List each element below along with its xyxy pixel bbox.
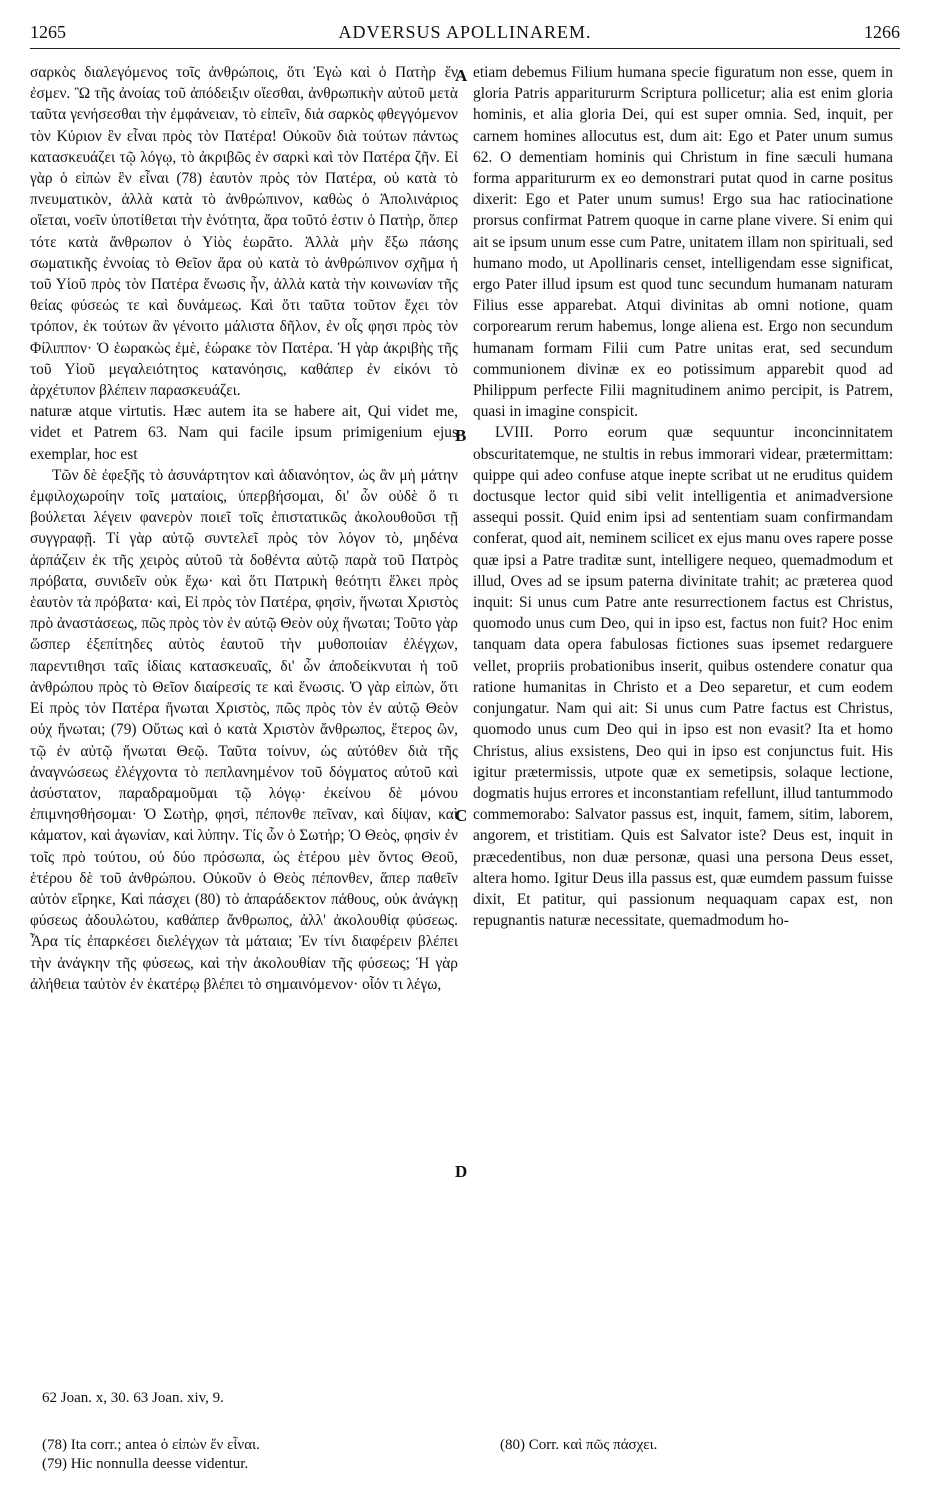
margin-marker-a: A [455,66,468,85]
margin-marker-c: C [455,806,468,825]
latin-column [473,62,893,931]
latin-paragraph-2: LVIII. Porro eorum quæ sequuntur inconcinnitatem obscuritatemque, ne stultis in rebus immorari videar, prætermittam: quippe qui adeo confuse atque inepte scribat ut ne eruditus quidem doctusque lector quid sibi velit intelligentia et animadversione assequi possit. Quid enim ipsi ad sententiam suam confirmandam conferat, quod ait, neminem scilicet ex ejus manu oves rapere posse quæ ipsi a Patre traditæ sunt, intelligere nequeo, quemadmodum et illud, Oves ad se ipsum paterna divinitate trahit; ac præterea quod inquit: Si unus cum Patre ante resurrectionem factus est Christus, quomodo unus cum Deo, qui in ipso est, factus non fuit? Hoc enim tanquam data opera fabulosas fictiones suas ipsemet redarguere vellet, propriis probationibus inserit, quibus ostendere conatur qua ratione humanitas in Christo et a Deo separetur, et cum eodem conjungatur. Nam qui ait: Si unus cum Patre factus est Christus, quomodo unus cum Deo qui in ipso est non evasit? Ita et homo Christus, alius exsistens, Deo qui in ipso est conjunctus fuit. His igitur prætermissis, utpote quæ ex semetipsis, solaque lectione, dogmatis hujus errores et inconstantiam refellunt, illud tantummodo commemorabo: Salvator passus est, inquit, famem, sitim, laborem, angorem, et tristitiam. Quis est Salvator iste? Deus est, inquit in præcedentibus, non duæ personæ, quasi una persona Deus esset, altera homo. Igitur Deus illa passus est, quæ eumdem passum fuisse dixit, Et patitur, qui passionum nequaquam capax est, non repugnantis naturæ necessitate, quemadmodum ho- [473,424,893,930]
latin-paragraph-1: etiam debemus Filium humana specie figuratum non esse, quem in gloria Patris apparitururm Scriptura pollicetur; alia est enim gloria hominis, et alia gloria Dei, qui est super omnia. Sed, inquit, per carnem homines allocutus est, dum ait: Ego et Pater unum sumus 62. O dementiam hominis qui Christum in fine sæculi humana forma apparitururm ex eo demonstrari putat quod in carne positus dixerit: Ego et Pater unum sumus! Ergo sua hac ratiocinatione prorsus confirmat Patrem quoque in carne plane vivere. Si enim qui ait se ipsum unum esse cum Patre, unitatem illam non spirituali, sed humano modo, ut Apollinaris censet, intelligendam esse significat, ergo Pater illud ipsum est quod tunc secundum humanam naturam Filius esse apparebat. Atqui divinitas ab omni notione, quam corporearum rerum habemus, longe aliena est. Ergo non secundum humanam formam Filii cum Patre unitas erat, sed secundum communionem divinæ ex eo potissimum apparebit quod ad Philippum perfecte Filii magnitudinem animo percipit, is Patrem, quasi in imagine conspicit. [473,64,893,421]
greek-paragraph-1: σαρκὸς διαλεγόμενος τοῖς ἀνθρώποις, ὅτι Ἐγὼ καὶ ὁ Πατὴρ ἕν ἐσμεν. Ὢ τῆς ἀνοίας τοῦ ἀπόδειξιν οἴεσθαι, ἀνθρωπικὴν αὐτοῦ μετὰ ταῦτα γενήσεσθαι τὴν ἐμφάνειαν, τὸ εἰπεῖν, διὰ σαρκὸς φθεγγόμενον τὸν Κύριον ἓν εἶναι πρὸς τὸν Πατέρα! Οὐκοῦν διὰ τούτων πάντως κατασκευάζει τῷ λόγῳ, τὸ ἀκριβῶς ἐν σαρκὶ καὶ τὸν Πατέρα ζῆν. Εἰ γὰρ ὁ εἰπὼν ἓν εἶναι (78) ἑαυτὸν πρὸς τὸν Πατέρα, οὐ κατὰ τὸ πνευματικὸν, ἀλλὰ κατὰ τὸ ἀνθρώπινον, καθὼς ὁ Ἀπολινάριος οἴεται, νοεῖν ὑποτίθεται τὴν ἑνότητα, ἄρα τοῦτό ἐστιν ὁ Πατὴρ, ὅπερ τότε κατὰ ἄνθρωπον ὁ Υἱὸς ἑωρᾶτο. Ἀλλὰ μὴν ἔξω πάσης σωματικῆς ἐννοίας τὸ Θεῖον ἄρα οὐ κατὰ τὸ ἀνθρώπινον σχῆμα ἡ τοῦ Υἱοῦ πρὸς τὸν Πατέρα ἕνωσις ἦν, ἀλλὰ κατὰ τὴν κοινωνίαν τῆς θείας φύσεώς τε καὶ δυνάμεως. Καὶ ὅτι ταῦτα τοῦτον ἔχει τὸν τρόπον, ἐκ τούτων ἂν γένοιτο μάλιστα δῆλον, ἐν οἷς φησι πρὸς τὸν Φίλιππον· Ὁ ἑωρακὼς ἐμὲ, ἑώρακε τὸν Πατέρα. Ἡ γὰρ ἀκριβὴς τῆς τοῦ Υἱοῦ μεγαλειότητος κατανόησις, καθάπερ ἐν εἰκόνι τὸ ἀρχέτυπον βλέπειν παρασκευάζει. [30,64,458,400]
footnote-references: 62 Joan. x, 30. 63 Joan. xiv, 9. [42,1390,224,1406]
latin-continuation: naturæ atque virtutis. Hæc autem ita se habere ait, Qui videt me, videt et Patrem 63. Nam qui facile ipsum primigenium ejus exemplar, hoc est [30,403,458,463]
page-header [30,22,900,48]
running-title: ADVERSUS APOLLINAREM. [338,22,592,42]
footnote-79: (79) Hic nonnulla deesse videntur. [42,1456,249,1472]
page-number-left: 1265 [30,22,66,42]
margin-marker-d: D [455,1162,468,1181]
page-number-right: 1266 [864,22,900,42]
greek-column [30,62,458,995]
footnote-78: (78) Ita corr.; antea ὁ εἰπὼν ἕν εἶναι. [42,1437,260,1453]
footnote-80: (80) Corr. καὶ πῶς πάσχει. [500,1437,658,1453]
margin-marker-b: B [455,426,467,445]
header-rule [30,48,900,49]
greek-paragraph-2: Τῶν δὲ ἐφεξῆς τὸ ἀσυνάρτητον καὶ ἀδιανόητον, ὡς ἂν μὴ μάτην ἐμφιλοχωροίην τοῖς ματαίοις, ὑπερβήσομαι, δι' ὧν οὐδὲ ὅ τι βούλεται λέγειν φανερὸν ποιεῖ τοῖς ἐπιστατικῶς ἀκολουθοῦσι τῇ συγγραφῇ. Τί γὰρ αὐτῷ συντελεῖ πρὸς τὸν λόγον τὸ, μηδένα ἁρπάζειν ἐκ τῆς χειρὸς αὐτοῦ τὰ δοθέντα αὐτῷ παρὰ τοῦ Πατρὸς πρόβατα, συνιδεῖν οὐκ ἔχω· καὶ ὅτι Πατρικὴ θεότητι ἕλκει πρὸς ἑαυτὸν τὰ πρόβατα· καὶ, Εἰ πρὸς τὸν Πατέρα, φησὶν, ἥνωται Χριστὸς πρὸ ἀναστάσεως, πῶς πρὸς τὸν ἐν αὐτῷ Θεὸν οὐχ ἥνωται; Τοῦτο γὰρ ὥσπερ ἐξεπίτηδες αὐτὸς ἑαυτοῦ τὴν μυθοποιίαν ἐλέγχων, παρεντιθησι ταῖς ἰδίαις κατασκευαῖς, δι' ὧν ἀποδείκνυται ἡ τοῦ ἀνθρώπου πρὸς τὸ Θεῖον διαίρεσίς τε καὶ ἕνωσις. Ὁ γὰρ εἰπὼν, ὅτι Εἰ πρὸς τὸν Πατέρα ἥνωται Χριστὸς, πῶς πρὸς τὸν ἐν αὐτῷ Θεὸν οὐχ ἥνωται; (79) Οὕτως καὶ ὁ κατὰ Χριστὸν ἄνθρωπος, ἕτερος ὢν, τῷ ἐν αὐτῷ ἥνωται Θεῷ. Ταῦτα τοίνυν, ὡς αὐτόθεν διὰ τῆς ἀναγνώσεως ἐλέγχοντα τὸ πεπλανημένον τοῦ δόγματος αὐτοῦ καὶ ἀσύστατον, παραδραμοῦμαι τῷ λόγῳ· ἐκείνου δὲ μόνου ἐπιμνησθήσομαι· Ὁ Σωτὴρ, φησὶ, πέπονθε πεῖναν, καὶ δίψαν, καὶ κάματον, καὶ ἀγωνίαν, καὶ λύπην. Τίς ὧν ὁ Σωτήρ; Ὁ Θεὸς, φησὶν ἐν τοῖς πρὸ τούτου, οὐ δύο πρόσωπα, ὡς ἑτέρου μὲν ὄντος Θεοῦ, ἑτέρου δὲ τοῦ ἀνθρώπου. Οὐκοῦν ὁ Θεὸς πέπονθεν, ἅπερ παθεῖν αὐτὸν εἴρηκε, Καὶ πάσχει (80) τὸ ἀπαράδεκτον πάθους, οὐκ ἀνάγκῃ φύσεως ἀδουλώτου, καθάπερ ἄνθρωπος, ἀλλ' ἀκολουθίᾳ φύσεως. Ἆρα τίς ἐπαρκέσει διελέγχων τὰ μάταια; Ἐν τίνι διαφέρειν βλέπει τὴν ἀνάγκην τῆς φύσεως, καὶ τὴν ἀκολουθίαν τῆς φύσεως; Ἡ γὰρ ἀλήθεια ταὐτὸν ἐν ἑκατέρῳ βλέπει τὸ σημαινόμενον· οἷόν τι λέγω, [30,466,458,993]
